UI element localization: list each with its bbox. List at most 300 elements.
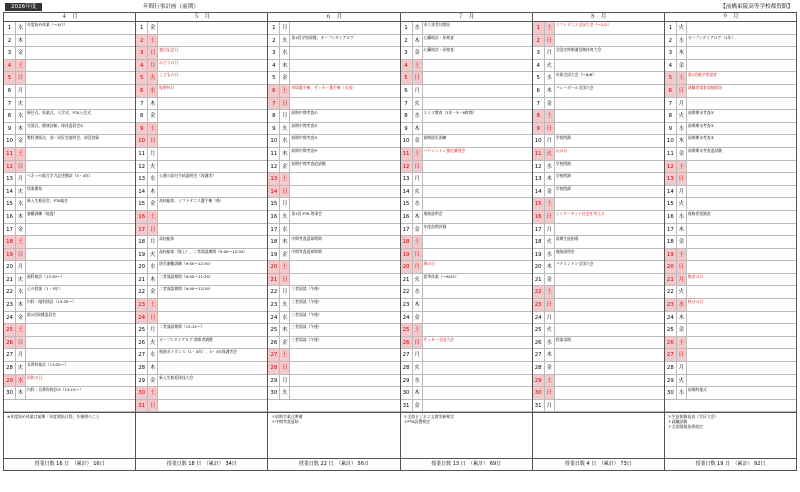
weekday: 月 [16,85,26,97]
day-events: バドミントン強化練習会 [423,147,466,153]
day-row [4,224,135,237]
day-events: 高校総体、ソフトテニス選手権（県） [159,198,224,204]
day-events: 学校閉鎖 [555,160,571,166]
day-number: 14 [401,186,413,198]
day-events [158,400,267,412]
weekday: 金 [677,60,687,72]
day-events [26,236,135,248]
day-number: 12 [665,161,677,173]
day-number: 13 [533,173,545,185]
day-events [555,362,664,374]
weekday: 火 [545,236,555,248]
day-number: 24 [268,312,280,324]
day-events [555,286,664,298]
weekday: 土 [413,324,423,336]
day-events [555,110,664,122]
weekday: 土 [148,299,158,311]
day-number: 12 [533,161,545,173]
day-number: 2 [665,35,677,47]
day-events [555,324,664,336]
day-row [268,60,399,73]
day-row [268,47,399,60]
day-events: 内科・眼科検診（13:30～） [27,299,76,305]
day-number: 30 [268,387,280,399]
day-number: 6 [4,85,16,97]
day-row [4,387,135,400]
day-number: 6 [665,85,677,97]
day-row [665,35,796,48]
day-events: 前期中間考査① [291,110,318,116]
day-number: 23 [401,299,413,311]
weekday: 木 [545,173,555,185]
day-row [4,375,135,388]
day-row [665,224,796,237]
day-row [401,286,532,299]
month-column [665,13,796,470]
day-number: 17 [665,224,677,236]
day-row [401,261,532,274]
day-events [290,198,399,210]
day-number: 12 [268,161,280,173]
day-number: 15 [401,198,413,210]
day-events: 心臓検診・尿検査 [423,34,454,40]
weekday: 木 [148,186,158,198]
day-number: 24 [401,312,413,324]
weekday: 木 [280,60,290,72]
day-events: 三者面談（午後） [291,299,322,305]
day-row [665,47,796,60]
weekday: 土 [16,60,26,72]
day-row [401,123,532,136]
day-number: 26 [4,337,16,349]
day-row [665,211,796,224]
day-row [268,161,399,174]
day-row [401,198,532,211]
day-number: 14 [533,186,545,198]
day-events [423,387,532,399]
weekday: 火 [545,60,555,72]
day-number: 25 [665,324,677,336]
day-number: 19 [268,249,280,261]
month-header: ５ 月 [136,13,267,22]
day-row [533,123,664,136]
day-number: 20 [268,261,280,273]
day-row [4,312,135,325]
day-row [401,299,532,312]
weekday: 土 [148,35,158,47]
day-number: 16 [4,211,16,223]
day-events [423,375,532,387]
day-number: 13 [4,173,16,185]
day-number: 11 [268,148,280,160]
day-number: 27 [4,349,16,361]
day-number: 16 [268,211,280,223]
day-events: 授業開始 [27,185,43,191]
day-events [423,186,532,198]
day-number: 10 [136,135,148,147]
day-events: 前期防災訓練 [423,135,447,141]
day-events [158,312,267,324]
day-events: 高校総体 [159,236,175,242]
day-events: 前期中間考査③ [291,135,318,141]
day-events [423,72,532,84]
day-events: 第1回 PTA 理事会 [291,210,323,216]
day-events [290,362,399,374]
weekday: 土 [280,85,290,97]
day-row [136,286,267,299]
weekday: 土 [148,211,158,223]
day-number: 11 [401,148,413,160]
day-events: 二者面談期間（9:00～12:30） [159,273,213,279]
fiscal-year: 2026年度 [5,3,42,11]
day-row [136,387,267,400]
weekday: 土 [413,236,423,248]
month-column [268,13,400,470]
day-events: オープンダイアログ（1年） [687,34,736,40]
day-events: 学校閉鎖 [555,185,571,191]
weekday: 木 [148,98,158,110]
weekday: 火 [148,337,158,349]
weekday: 金 [148,198,158,210]
day-number: 11 [533,148,545,160]
day-events: 卓球全国大会（～8/6） [555,72,596,78]
day-row [4,85,135,98]
day-number: 26 [136,337,148,349]
day-number: 9 [268,123,280,135]
day-events [290,98,399,110]
day-row [136,198,267,211]
weekday: 火 [148,249,158,261]
day-number: 28 [665,362,677,374]
weekday: 月 [677,186,687,198]
day-number: 21 [4,274,16,286]
day-row [533,60,664,73]
day-row [136,299,267,312]
weekday: 火 [413,362,423,374]
day-number: 30 [136,387,148,399]
day-events [290,375,399,387]
day-events [423,123,532,135]
weekday: 月 [413,173,423,185]
day-row [533,186,664,199]
day-number: 6 [401,85,413,97]
day-number: 20 [533,261,545,273]
day-row [4,123,135,136]
day-events: 年度前期評価 [423,223,447,229]
day-row [136,35,267,48]
day-events: 第1回保健委員会 [27,311,56,317]
day-number: 25 [533,324,545,336]
weekday: 金 [16,224,26,236]
weekday: 日 [677,261,687,273]
weekday: 火 [280,387,290,399]
weekday: 水 [413,286,423,298]
day-number: 10 [401,135,413,147]
day-row [401,211,532,224]
weekday: 月 [280,198,290,210]
weekday: 水 [677,299,687,311]
day-number: 19 [136,249,148,261]
weekday: 水 [545,161,555,173]
day-events: 心の授業（1・3年） [27,286,63,292]
day-row [665,299,796,312]
weekday: 火 [677,110,687,122]
weekday: 日 [148,400,158,412]
weekday: 日 [545,211,555,223]
day-events [290,261,399,273]
weekday: 月 [545,400,555,412]
day-row [136,148,267,161]
weekday: 日 [16,72,26,84]
day-number: 12 [136,161,148,173]
day-events: 年度始め休業（～4/7） [27,22,68,27]
day-row [4,72,135,85]
day-row [136,274,267,287]
day-events: 二者面談期間（9:00～12:30） [159,286,213,292]
day-events: 耳鼻科検診（13:30～） [27,362,69,368]
day-number: 8 [136,110,148,122]
day-events: 二者面談期間（13:15～） [159,324,205,330]
day-events: 第1回進学希望者 [687,72,717,78]
day-events [158,362,267,374]
day-events [687,362,796,374]
day-row [665,286,796,299]
day-number: 19 [401,249,413,261]
day-events [290,60,399,72]
day-events [290,274,399,286]
day-row [268,123,399,136]
day-row [533,362,664,375]
weekday: 日 [16,337,26,349]
day-events: 全国定時制通信制体育大会 [555,47,602,53]
day-row [136,110,267,123]
day-row [533,337,664,350]
day-number: 4 [533,60,545,72]
day-events [555,299,664,311]
day-events: 敬老の日 [687,273,704,279]
day-number: 10 [268,135,280,147]
day-number: 16 [401,211,413,223]
weekday: 水 [148,261,158,273]
weekday: 火 [280,35,290,47]
day-number: 18 [268,236,280,248]
day-row [533,161,664,174]
weekday: 水 [16,110,26,122]
weekday: 金 [677,148,687,160]
weekday: 金 [280,249,290,261]
day-events [423,286,532,298]
month-header: ７ 月 [401,13,532,22]
day-events [158,186,267,198]
weekday: 月 [677,98,687,110]
weekday: 金 [545,362,555,374]
day-row [401,249,532,262]
weekday: 月 [280,286,290,298]
day-row [401,186,532,199]
day-events [687,22,796,34]
weekday: 日 [545,387,555,399]
day-row [533,400,664,413]
day-number: 6 [533,85,545,97]
day-number: 7 [136,98,148,110]
day-events: エイズ教育（1年・5・6時間） [423,110,477,116]
weekday: 金 [148,286,158,298]
day-number: 16 [533,211,545,223]
day-events: 振替休日 [159,84,175,90]
day-row [268,349,399,362]
day-events: 新入生歓迎会、PTA総会 [27,198,69,204]
day-number: 22 [136,286,148,298]
weekday: 水 [16,375,26,387]
day-row [4,173,135,186]
day-row [4,161,135,174]
day-number: 29 [401,375,413,387]
day-number: 9 [136,123,148,135]
day-number: 1 [665,22,677,34]
day-number: 24 [665,312,677,324]
day-row [665,375,796,388]
day-number: 2 [533,35,545,47]
weekday: 木 [413,387,423,399]
day-number: 1 [4,22,16,34]
weekday: 金 [545,98,555,110]
day-number: 27 [665,349,677,361]
day-number: 12 [401,161,413,173]
day-events [26,148,135,160]
day-number: 29 [136,375,148,387]
day-number: 21 [533,274,545,286]
weekday: 月 [16,261,26,273]
weekday: 日 [677,173,687,185]
weekday: 木 [280,236,290,248]
day-number: 15 [136,198,148,210]
day-row [136,98,267,111]
day-events: 海の日 [423,261,435,267]
month-notes: ※年度始め休業は前期「年度開始日程」を参照のこと [4,412,135,458]
day-events [158,98,267,110]
day-number: 24 [533,312,545,324]
day-events: 三者面談（午後） [291,286,322,292]
day-row [268,249,399,262]
day-events [687,249,796,261]
day-number: 21 [665,274,677,286]
weekday: 月 [148,236,158,248]
weekday: 火 [16,274,26,286]
weekday: 日 [16,249,26,261]
day-row [4,211,135,224]
day-row [136,211,267,224]
weekday: 火 [16,186,26,198]
weekday: 金 [677,236,687,248]
day-events [687,98,796,110]
day-row [533,324,664,337]
day-number: 18 [136,236,148,248]
weekday: 水 [16,22,26,34]
day-row [401,337,532,350]
day-events [423,98,532,110]
day-number: 26 [401,337,413,349]
day-number: 31 [401,400,413,412]
weekday: 水 [677,211,687,223]
month-column [533,13,665,470]
day-events [26,98,135,110]
page-title: 年間行事計画（前期） [143,4,199,10]
day-number: 20 [665,261,677,273]
day-events [26,72,135,84]
day-row [4,349,135,362]
day-row [4,186,135,199]
day-row [665,362,796,375]
day-number: 27 [533,349,545,361]
day-row [665,387,796,400]
day-number: 18 [4,236,16,248]
weekday: 水 [413,22,423,34]
day-events [158,387,267,399]
day-number: 27 [268,349,280,361]
day-number: 20 [136,261,148,273]
day-events: バレーボール全国大会 [555,84,594,90]
day-events: 卓球選手権、サッカー選手権（支部） [291,84,356,90]
day-events [158,224,267,236]
weekday: 木 [677,135,687,147]
day-events [555,400,664,412]
day-events: インターネット社会を考える [555,210,605,216]
day-row [401,274,532,287]
day-events: 新任式、始業式、入学式、PTA入会式 [27,110,91,116]
weekday: 金 [413,135,423,147]
day-number: 14 [4,186,16,198]
day-number: 15 [268,198,280,210]
weekday: 月 [148,148,158,160]
weekday: 土 [280,261,290,273]
day-number: 14 [268,186,280,198]
day-row [533,173,664,186]
day-events [423,198,532,210]
day-events: 中間考査返却期間 [291,236,322,242]
day-events [26,261,135,273]
weekday: 月 [280,375,290,387]
day-row [4,274,135,287]
month-notes: ＊前期卒業式準備 ＊中間考査返却 [268,412,399,458]
day-row [268,286,399,299]
day-number: 2 [401,35,413,47]
day-events [687,224,796,236]
day-events: 山の日 [555,147,568,153]
weekday: 土 [545,22,555,34]
day-row [401,324,532,337]
day-events: 進路説明会 [423,210,443,216]
day-events [26,35,135,47]
weekday: 火 [280,299,290,311]
day-number: 3 [401,47,413,59]
weekday: 土 [545,198,555,210]
weekday: 月 [677,274,687,286]
weekday: 金 [413,312,423,324]
day-number: 10 [4,135,16,147]
day-number: 28 [533,362,545,374]
weekday: 土 [16,148,26,160]
day-events: サッカー全国大会 [423,336,454,342]
weekday: 火 [413,274,423,286]
day-row [268,211,399,224]
weekday: 金 [280,72,290,84]
day-events: 前期中間考査④ [291,147,318,153]
weekday: 木 [677,312,687,324]
month-column [136,13,268,470]
day-number: 16 [665,211,677,223]
day-number: 24 [136,312,148,324]
day-number: 7 [533,98,545,110]
